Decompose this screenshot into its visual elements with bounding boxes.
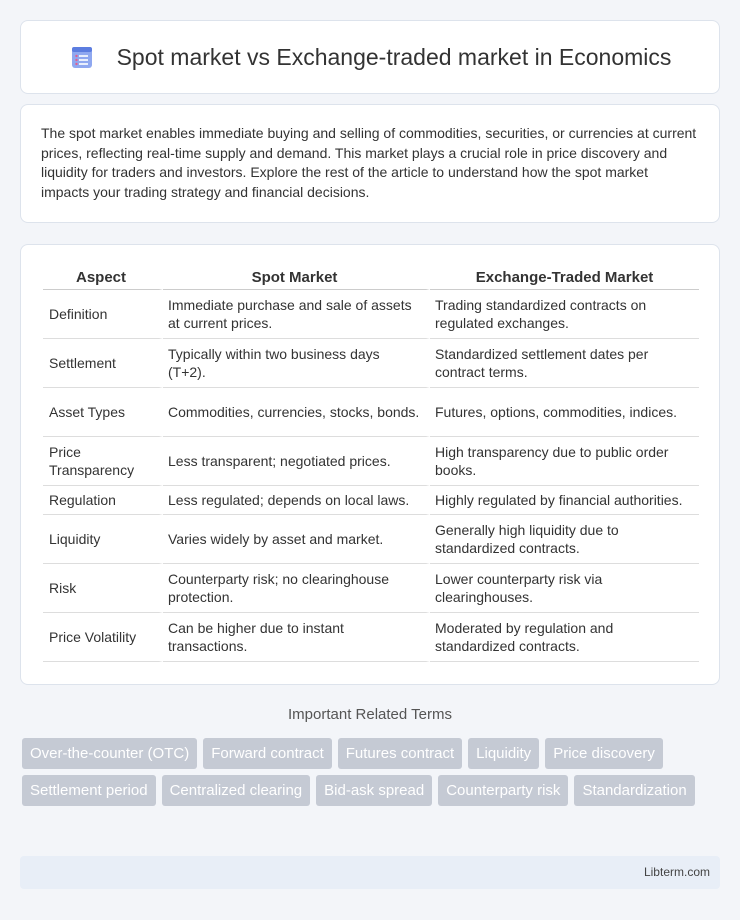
comparison-table (43, 266, 699, 662)
table-cell-spot: Less transparent; negotiated prices. (163, 437, 430, 486)
table-cell-aspect: Asset Types (43, 388, 163, 437)
table-header-row (43, 266, 699, 290)
table-cell-aspect: Price Volatility (43, 613, 163, 662)
title-card (20, 20, 720, 94)
table-cell-exchange: Highly regulated by financial authorities. (430, 486, 699, 515)
table-cell-spot: Counterparty risk; no clearinghouse protection. (163, 564, 430, 613)
related-terms-heading: Important Related Terms (288, 706, 452, 723)
table-cell-aspect: Price Transparency (43, 437, 163, 486)
table-cell-exchange: Generally high liquidity due to standardized contracts. (430, 515, 699, 564)
table-row (43, 564, 699, 613)
footer (20, 856, 720, 889)
table-cell-exchange: High transparency due to public order books. (430, 437, 699, 486)
footer-source-link[interactable]: Libterm.com (643, 865, 710, 879)
table-row (43, 486, 699, 515)
table-row (43, 290, 699, 339)
table-cell-spot: Varies widely by asset and market. (163, 515, 430, 564)
comparison-table-card (20, 244, 720, 685)
table-cell-exchange: Moderated by regulation and standardized contracts. (430, 613, 699, 662)
header-spot-market: Spot Market (163, 266, 430, 290)
related-term-tag[interactable]: Centralized clearing (162, 775, 311, 806)
intro-paragraph: The spot market enables immediate buying and selling of commodities, securities, or currencies at current prices, reflecting real-time supply and demand. This market plays a crucial role in price discovery and liquidity for traders and investors. Explore the rest of the article to understand how the spot market impacts your trading strategy and financial decisions. (41, 125, 697, 200)
related-terms-list (22, 738, 722, 812)
related-term-tag[interactable]: Price discovery (545, 738, 663, 769)
related-term-tag[interactable]: Counterparty risk (438, 775, 568, 806)
table-cell-aspect: Risk (43, 564, 163, 613)
intro-card (20, 104, 720, 223)
table-cell-spot: Less regulated; depends on local laws. (163, 486, 430, 515)
table-cell-exchange: Futures, options, commodities, indices. (430, 388, 699, 437)
page-title: Spot market vs Exchange-traded market in Economics (116, 43, 672, 70)
related-term-tag[interactable]: Over-the-counter (OTC) (22, 738, 197, 769)
table-cell-spot: Commodities, currencies, stocks, bonds. (163, 388, 430, 437)
table-cell-aspect: Regulation (43, 486, 163, 515)
related-term-tag[interactable]: Liquidity (468, 738, 539, 769)
table-row (43, 339, 699, 388)
related-term-tag[interactable]: Futures contract (338, 738, 462, 769)
table-cell-aspect: Settlement (43, 339, 163, 388)
table-cell-exchange: Standardized settlement dates per contract terms. (430, 339, 699, 388)
header-exchange-traded-market: Exchange-Traded Market (430, 266, 699, 290)
table-cell-spot: Can be higher due to instant transactions. (163, 613, 430, 662)
header-aspect: Aspect (43, 266, 163, 290)
table-cell-exchange: Lower counterparty risk via clearinghouses. (430, 564, 699, 613)
table-cell-spot: Immediate purchase and sale of assets at current prices. (163, 290, 430, 339)
table-row (43, 388, 699, 437)
related-term-tag[interactable]: Settlement period (22, 775, 156, 806)
related-term-tag[interactable]: Forward contract (203, 738, 332, 769)
table-row (43, 613, 699, 662)
document-list-icon (69, 44, 95, 70)
table-cell-aspect: Liquidity (43, 515, 163, 564)
table-cell-spot: Typically within two business days (T+2). (163, 339, 430, 388)
table-row (43, 515, 699, 564)
table-cell-aspect: Definition (43, 290, 163, 339)
table-cell-exchange: Trading standardized contracts on regulated exchanges. (430, 290, 699, 339)
related-term-tag[interactable]: Bid-ask spread (316, 775, 432, 806)
table-row (43, 437, 699, 486)
related-term-tag[interactable]: Standardization (574, 775, 694, 806)
